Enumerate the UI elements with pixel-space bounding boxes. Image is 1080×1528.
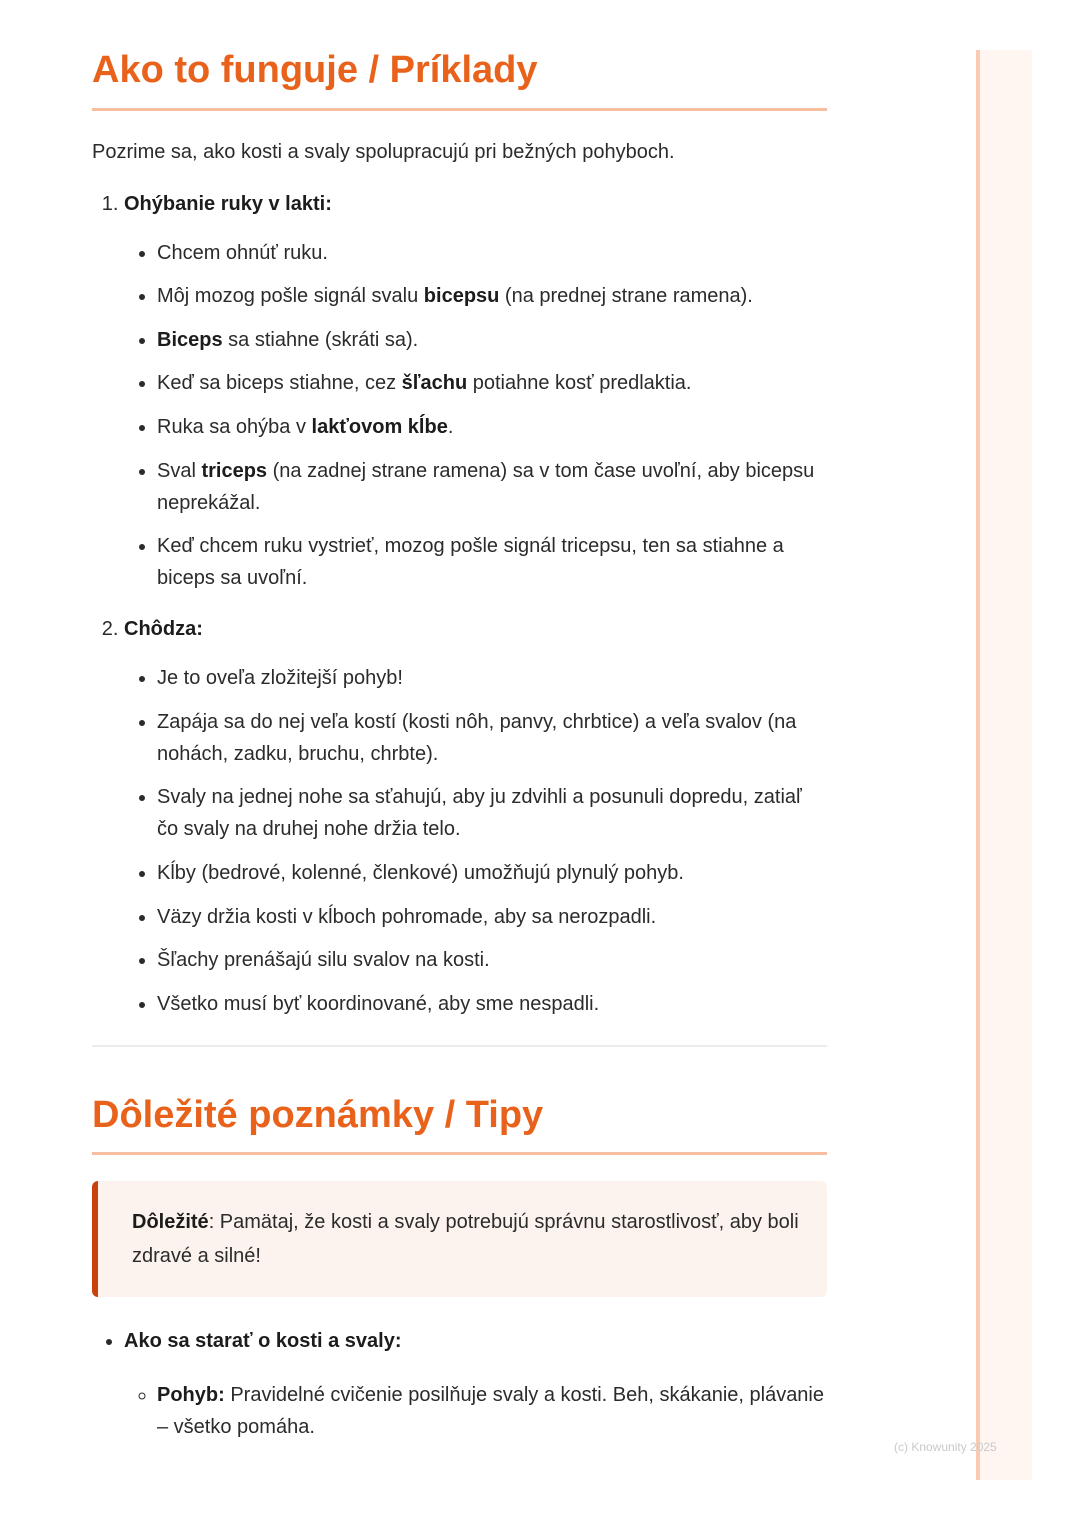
text-segment: Väzy držia kosti v kĺboch pohromade, aby sa nerozpadli. <box>157 905 657 928</box>
text-segment: Môj mozog pošle signál svalu <box>157 285 424 308</box>
text-segment: Keď sa biceps stiahne, cez <box>157 372 402 395</box>
text-segment: sa stiahne (skráti sa). <box>222 328 419 351</box>
tip-sublist <box>124 1379 827 1443</box>
text-segment: potiahne kosť predlaktia. <box>467 372 692 395</box>
list-item <box>157 455 827 519</box>
text-segment: (na prednej strane ramena). <box>499 285 753 308</box>
intro-paragraph: Pozrime sa, ako kosti a svaly spolupracujú pri bežných pohyboch. <box>92 140 675 163</box>
tip-item <box>124 1325 827 1443</box>
bullet-list <box>124 237 827 595</box>
example-item-arm <box>124 189 827 595</box>
tip-sub-text: Pravidelné cvičenie posilňuje svaly a kosti. Beh, skákanie, plávanie – všetko pomáha. <box>157 1384 824 1439</box>
text-segment: Svaly na jednej nohe sa sťahujú, aby ju zdvihli a posunuli dopredu, zatiaľ čo svaly na druhej nohe držia telo. <box>157 786 802 841</box>
bold-term: šľachu <box>401 372 468 395</box>
text-segment: Chcem ohnúť ruku. <box>157 241 328 264</box>
text-segment: . <box>447 415 454 438</box>
text-segment: Kĺby (bedrové, kolenné, členkové) umožňujú plynulý pohyb. <box>157 861 684 884</box>
tip-subitem <box>157 1379 827 1443</box>
text-segment: Šľachy prenášajú silu svalov na kosti. <box>157 949 490 972</box>
text-segment: Keď chcem ruku vystrieť, mozog pošle signál tricepsu, ten sa stiahne a biceps sa uvoľní. <box>157 535 784 590</box>
text-segment: Ruka sa ohýba v <box>157 415 312 438</box>
divider <box>92 1045 827 1047</box>
section-title-tips: Dôležité poznámky / Tipy <box>92 1093 827 1156</box>
bold-term: bicepsu <box>423 285 500 308</box>
section-title-examples: Ako to funguje / Príklady <box>92 48 827 111</box>
list-item <box>157 901 827 933</box>
bullet-list <box>124 662 827 1020</box>
list-item <box>157 280 827 312</box>
decorative-sidebar <box>976 50 1032 1480</box>
text-segment: Je to oveľa zložitejší pohyb! <box>157 667 403 690</box>
example-title: Chôdza: <box>124 618 203 641</box>
tip-title: Ako sa starať o kosti a svaly: <box>124 1330 402 1353</box>
tip-sub-label: Pohyb: <box>157 1384 225 1407</box>
tips-list <box>92 1325 827 1443</box>
list-item <box>157 781 827 845</box>
text-segment: (na zadnej strane ramena) sa v tom čase uvoľní, aby bicepsu neprekážal. <box>157 459 815 514</box>
list-item <box>157 324 827 356</box>
text-segment: Zapája sa do nej veľa kostí (kosti nôh, panvy, chrbtice) a veľa svalov (na nohách, zadku, bruchu, chrbte). <box>157 710 797 765</box>
bold-term: Biceps <box>157 328 223 351</box>
callout-label: Dôležité <box>132 1211 209 1234</box>
list-item <box>157 944 827 976</box>
list-item <box>157 530 827 594</box>
list-item <box>157 411 827 443</box>
watermark: (c) Knowunity 2025 <box>894 1440 997 1454</box>
example-item-walking <box>124 614 827 1020</box>
list-item <box>157 857 827 889</box>
list-item <box>157 367 827 399</box>
text-segment: Všetko musí byť koordinované, aby sme nespadli. <box>157 992 600 1015</box>
bold-term: triceps <box>201 459 268 482</box>
examples-list <box>92 189 827 1020</box>
text-segment: Sval <box>157 459 202 482</box>
list-item <box>157 706 827 770</box>
callout-text: : Pamätaj, že kosti a svaly potrebujú správnu starostlivosť, aby boli zdravé a silné! <box>132 1211 799 1268</box>
example-title: Ohýbanie ruky v lakti: <box>124 192 332 215</box>
list-item <box>157 988 827 1020</box>
bold-term: lakťovom kĺbe <box>311 415 448 438</box>
important-callout <box>92 1181 827 1297</box>
list-item <box>157 662 827 694</box>
document-content <box>92 48 827 1443</box>
list-item <box>157 237 827 269</box>
